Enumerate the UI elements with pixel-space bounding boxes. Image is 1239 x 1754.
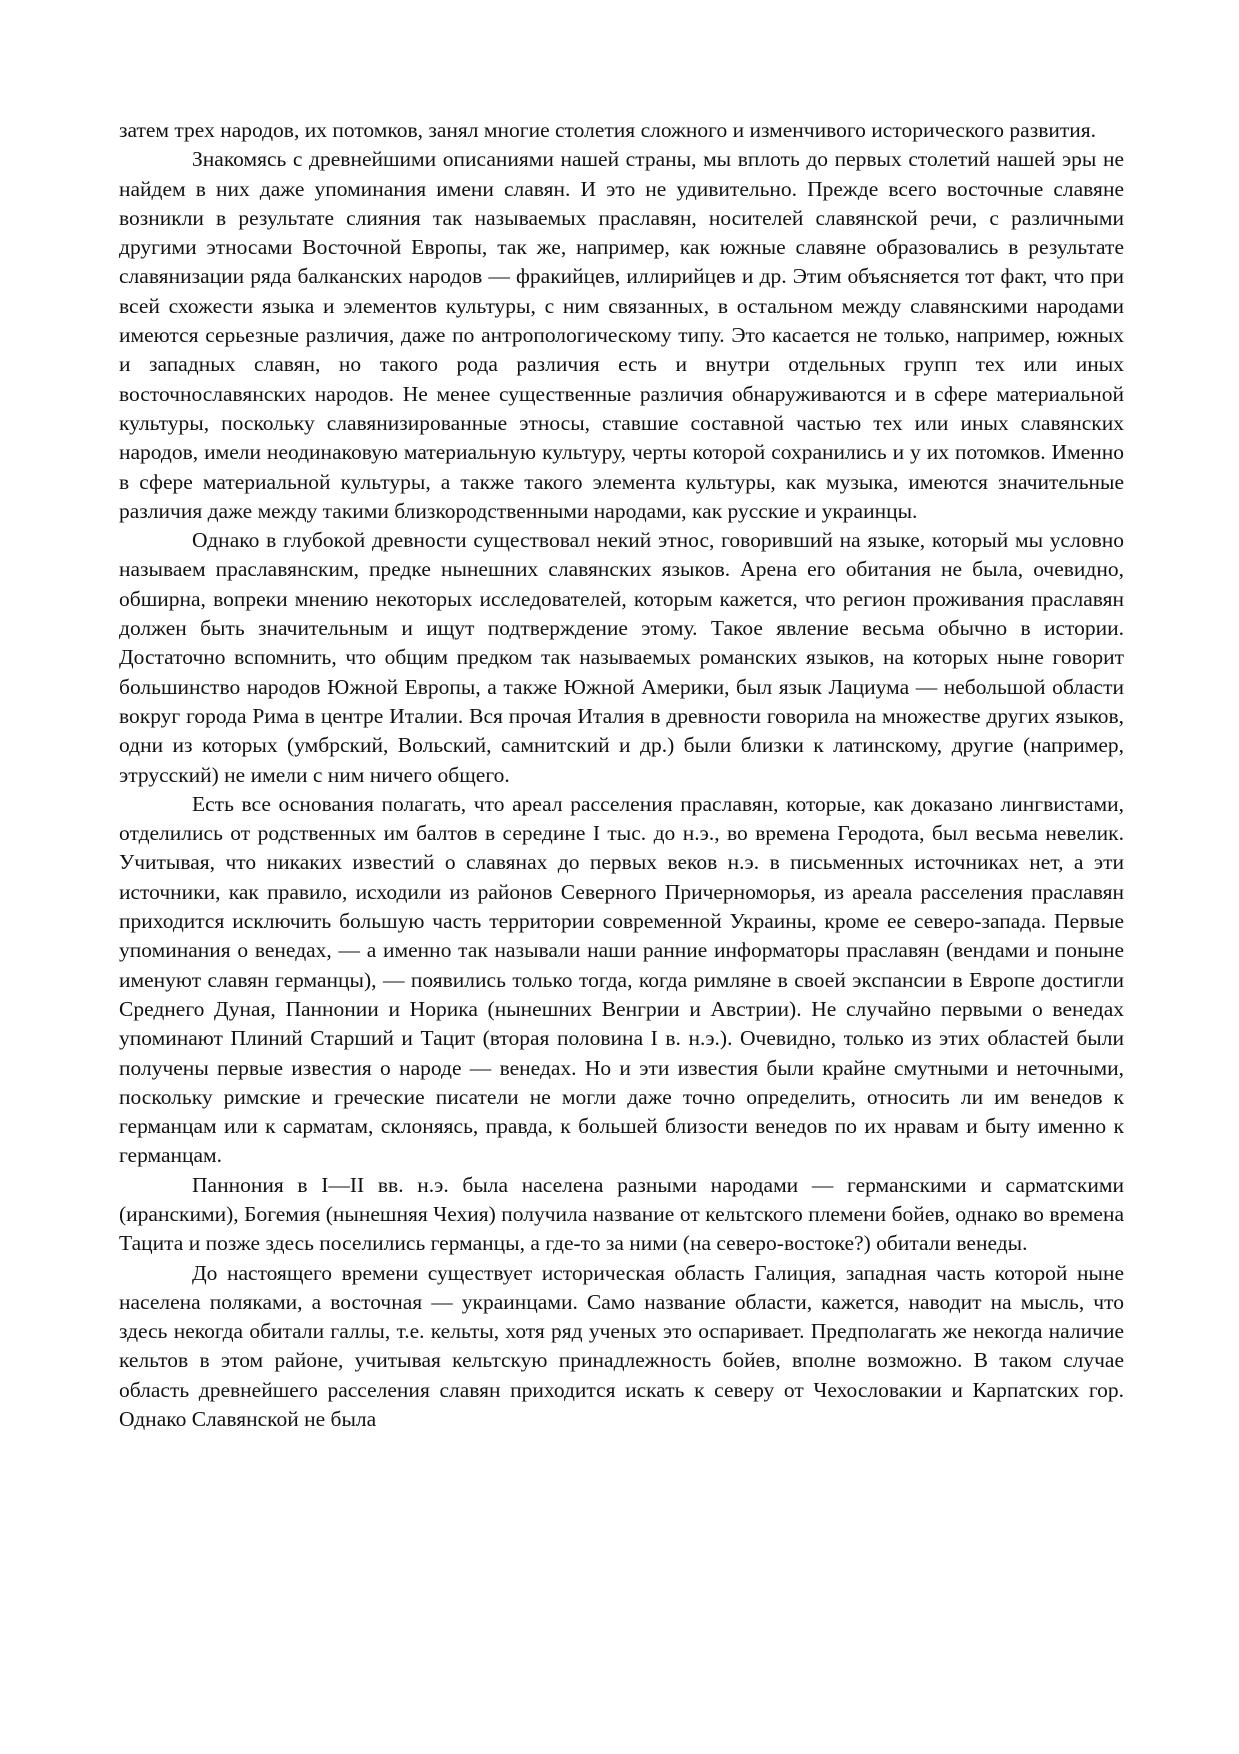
document-page (119, 116, 1124, 1434)
paragraph-1: затем трех народов, их потомков, занял многие столетия сложного и изменчивого исторического развития. (119, 118, 1097, 142)
paragraph-4: Есть все основания полагать, что ареал расселения праславян, которые, как доказано лингвистами, отделились от родственных им балтов в середине I тыс. до н.э., во времена Геродота, был весьма невелик. Учитывая, что никаких известий о славянах до первых веков н.э. в письменных источниках нет, а эти источники, как правило, исходили из районов Северного Причерноморья, из ареала расселения праславян приходится исключить большую часть территории современной Украины, кроме ее северо-запада. Первые упоминания о венедах, — а именно так называли наши ранние информаторы праславян (вендами и поныне именуют славян германцы), — появились только тогда, когда римляне в своей экспансии в Европе достигли Среднего Дуная, Паннонии и Норика (нынешних Венгрии и Австрии). Не случайно первыми о венедах упоминают Плиний Старший и Тацит (вторая половина I в. н.э.). Очевидно, только из этих областей были получены первые известия о народе — венедах. Но и эти известия были крайне смутными и неточными, поскольку римские и греческие писатели не могли даже точно определить, относить ли им венедов к германцам или к сарматам, склоняясь, правда, к большей близости венедов по их нравам и быту именно к германцам. (119, 791, 1124, 1168)
paragraph-2: Знакомясь с древнейшими описаниями нашей страны, мы вплоть до первых столетий нашей эры не найдем в них даже упоминания имени славян. И это не удивительно. Прежде всего восточные славяне возникли в результате слияния так называемых праславян, носителей славянской речи, с различными другими этносами Восточной Европы, так же, например, как южные славяне образовались в результате славянизации ряда балканских народов — фракийцев, иллирийцев и др. Этим объясняется тот факт, что при всей схожести языка и элементов культуры, с ним связанных, в остальном между славянскими народами имеются серьезные различия, даже по антропологическому типу. Это касается не только, например, южных и западных славян, но такого рода различия есть и внутри отдельных групп тех или иных восточнославянских народов. Не менее существенные различия обнаруживаются и в сфере материальной культуры, поскольку славянизированные этносы, ставшие составной частью тех или иных славянских народов, имели неодинаковую материальную культуру, черты которой сохранились и у их потомков. Именно в сфере материальной культуры, а также такого элемента культуры, как музыка, имеются значительные различия даже между такими близкородственными народами, как русские и украинцы. (119, 147, 1124, 523)
paragraph-6: До настоящего времени существует историческая область Галиция, западная часть которой ныне населена поляками, а восточная — украинцами. Само название области, кажется, наводит на мысль, что здесь некогда обитали галлы, т.е. кельты, хотя ряд ученых это оспаривает. Предполагать же некогда наличие кельтов в этом районе, учитывая кельтскую принадлежность бойев, вполне возможно. В таком случае область древнейшего расселения славян приходится искать к северу от Чехословакии и Карпатских гор. Однако Славянской не была (119, 1260, 1124, 1432)
paragraph-3: Однако в глубокой древности существовал некий этнос, говоривший на языке, который мы условно называем праславянским, предке нынешних славянских языков. Арена его обитания не была, очевидно, обширна, вопреки мнению некоторых исследователей, которым кажется, что регион проживания праславян должен быть значительным и ищут подтверждение этому. Такое явление весьма обычно в истории. Достаточно вспомнить, что общим предком так называемых романских языков, на которых ныне говорит большинство народов Южной Европы, а также Южной Америки, был язык Лациума — небольшой области вокруг города Рима в центре Италии. Вся прочая Италия в древности говорила на множестве других языков, одни из которых (умбрский, Вольский, самнитский и др.) были близки к латинскому, другие (например, этрусский) не имели с ним ничего общего. (119, 528, 1124, 787)
paragraph-5: Паннония в I—II вв. н.э. была населена разными народами — германскими и сарматскими (иранскими), Богемия (нынешняя Чехия) получила название от кельтского племени бойев, однако во времена Тацита и позже здесь поселились германцы, а где-то за ними (на северо-востоке?) обитали венеды. (119, 1172, 1124, 1256)
